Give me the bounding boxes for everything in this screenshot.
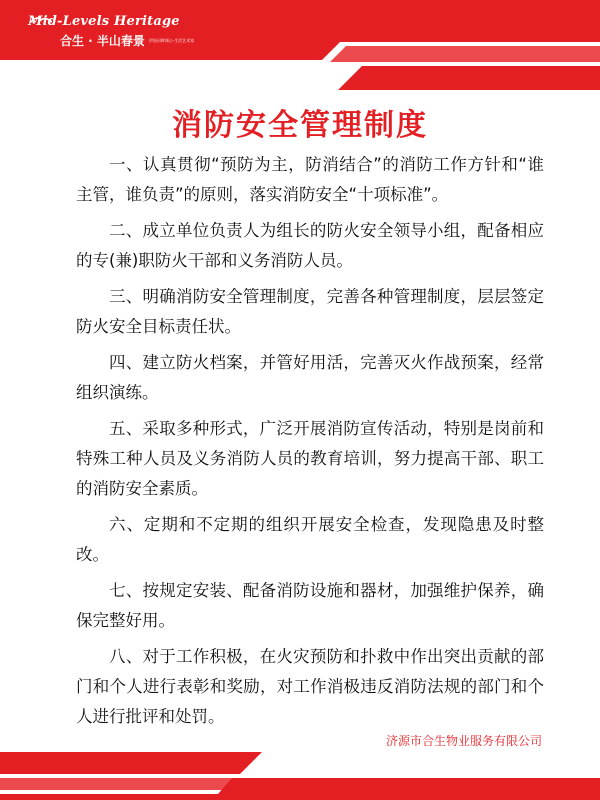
regulation-item-7: 七、按规定安装、配备消防设施和器材，加强维护保养，确保完整好用。: [76, 581, 544, 630]
header-banner: [0, 0, 600, 90]
regulation-item-4: 四、建立防火档案，并管好用活，完善灭火作战预案，经常组织演练。: [76, 353, 544, 402]
brand-name-cn: 合生 · 半山春景: [60, 34, 145, 48]
regulation-item-8: 八、对于工作积极，在火灾预防和扑救中作出突出贡献的部门和个人进行表彰和奖励，对工作消极违反消防法规的部门和个人进行批评和处罚。: [76, 647, 544, 726]
brand-name-en: Mid-Levels Heritage: [28, 14, 180, 29]
regulation-body: [76, 150, 544, 738]
page-title: 消防安全管理制度: [172, 108, 428, 143]
brand-tagline: 伊洛河畔城心·生活艺术家: [148, 37, 195, 43]
company-name: 济源市合生物业服务有限公司: [385, 734, 542, 748]
regulation-item-1: 一、认真贯彻“预防为主，防消结合”的消防工作方针和“谁主管，谁负责”的原则，落实消防安全“十项标准”。: [76, 155, 544, 204]
regulation-item-2: 二、成立单位负责人为组长的防火安全领导小组，配备相应的专(兼)职防火干部和义务消防人员。: [76, 221, 544, 270]
brand-logo: [28, 14, 194, 49]
mountain-logo-icon: [30, 14, 52, 24]
regulation-item-3: 三、明确消防安全管理制度，完善各种管理制度，层层签定防火安全目标责任状。: [76, 287, 544, 336]
regulation-item-6: 六、定期和不定期的组织开展安全检查，发现隐患及时整改。: [76, 515, 544, 564]
regulation-item-5: 五、采取多种形式，广泛开展消防宣传活动，特别是岗前和特殊工种人员及义务消防人员的教育培训，努力提高干部、职工的消防安全素质。: [76, 419, 544, 498]
footer-background: [0, 752, 600, 800]
footer-banner: [0, 752, 600, 800]
